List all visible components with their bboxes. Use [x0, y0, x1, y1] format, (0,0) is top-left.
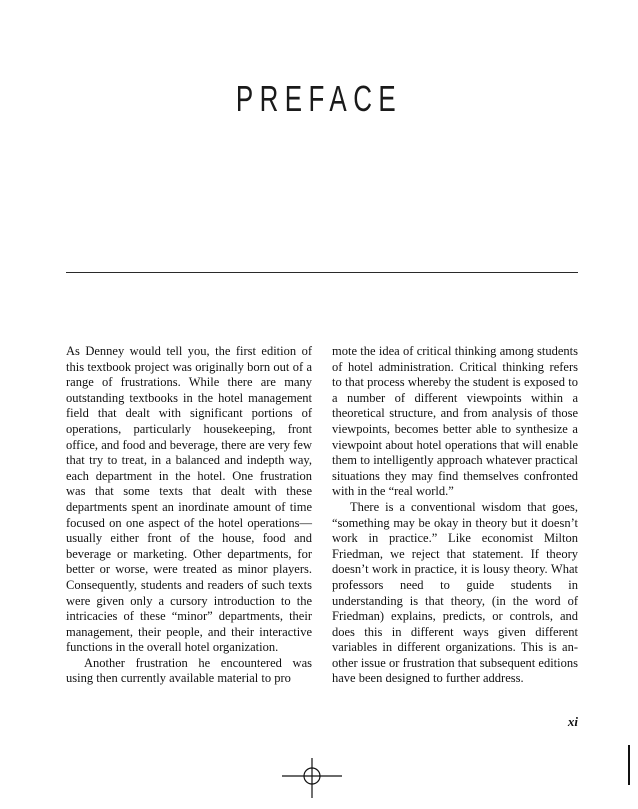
- right-column: [332, 344, 578, 687]
- crop-mark: [628, 745, 630, 785]
- registration-mark-icon: [282, 758, 342, 798]
- paragraph: Another frustration he encountered was using then currently available material to pro: [66, 655, 312, 686]
- page-number: xi: [567, 714, 578, 729]
- title-divider: [66, 272, 578, 273]
- paragraph: There is a conventional wisdom that goes, “something may be okay in theory but it doesn’t work in practice.” Like economist Milton Friedman, we reject that statement. If theory doesn’t work in practice, it is lousy theory. What professors need to guide students in understanding is that theory, (in the word of Friedman) explains, predicts, or controls, and does this in different ways given different variables in different organizations. This is another issue or frustration that subsequent editions have been designed to further address.: [332, 499, 578, 686]
- page-title: PREFACE: [235, 78, 403, 119]
- paragraph: As Denney would tell you, the first edition of this textbook project was originally born out of a range of frustrations. While there are many outstanding textbooks in the hotel management field that dealt with significant portions of operations, particularly housekeeping, front office, and food and beverage, there are very few that try to treat, in a balanced and indepth way, each department in the hotel. One frustration was that some texts that dealt with these departments spent an inordinate amount of time focused on one aspect of the hotel operations—usually either front of the house, food and beverage or marketing. Other departments, for better or worse, were treated as minor players. Consequently, students and readers of such texts were given only a cursory introduction to the intricacies of these “minor” departments, their management, their people, and their interactive functions in the overall hotel organization.: [66, 344, 312, 655]
- paragraph: mote the idea of critical thinking among students of hotel administration. Critical thinking refers to that process whereby the student is exposed to a number of different viewpoints within a theoretical structure, and from analysis of those viewpoints, becomes better able to synthesize a viewpoint about hotel operations that will enable them to intelligently approach whatever practical situations they may find themselves confronted with in the “real world.”: [332, 344, 578, 499]
- left-column: [66, 344, 312, 687]
